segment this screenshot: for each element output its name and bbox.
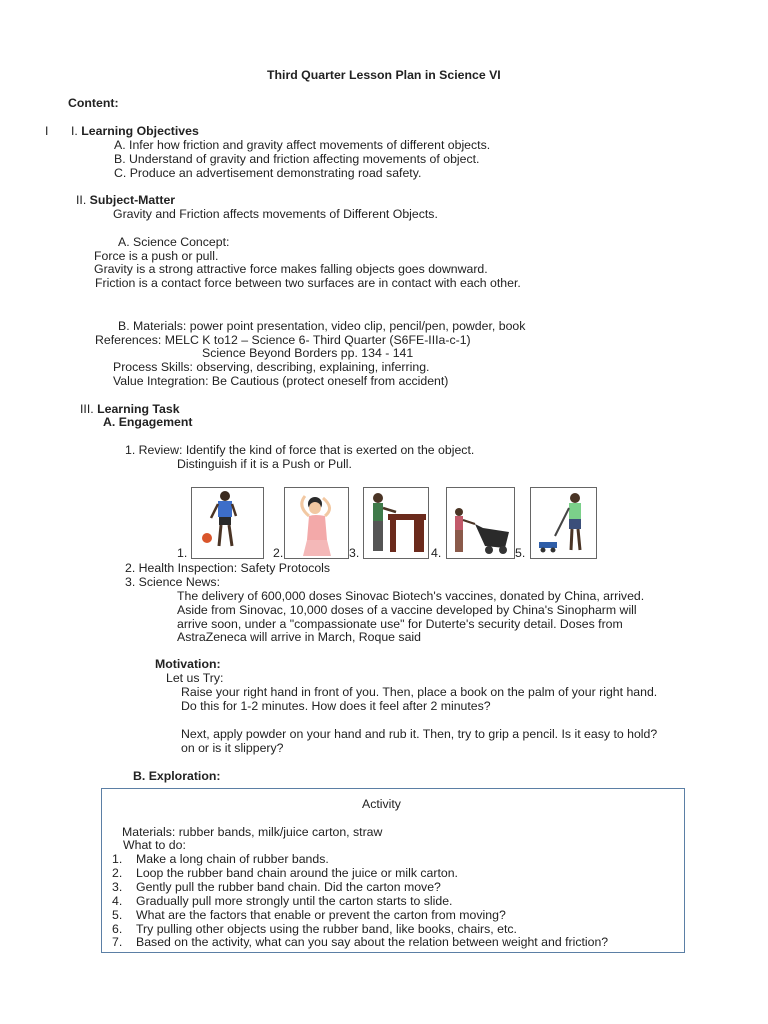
references-line-2: Science Beyond Borders pp. 134 - 141	[202, 346, 414, 360]
news-line-2: Aside from Sinovac, 10,000 doses of a vaccine developed by China's Sinopharm will	[177, 603, 637, 617]
motivation-p2-line-2: on or is it slippery?	[181, 741, 284, 755]
activity-step-1	[112, 852, 329, 866]
picture-boy-with-mower	[530, 487, 597, 559]
motivation-p1-line-2: Do this for 1-2 minutes. How does it feel after 2 minutes?	[181, 699, 491, 713]
step-number: 1.	[112, 852, 123, 866]
activity-step-6	[112, 922, 517, 936]
picture-number-4: 4.	[431, 546, 442, 560]
value-integration: Value Integration: Be Cautious (protect oneself from accident)	[113, 374, 449, 388]
references-line-1: References: MELC K to12 – Science 6- Third Quarter (S6FE-IIIa-c-1)	[95, 333, 471, 347]
picture-basketball-player	[191, 487, 264, 559]
objectives-heading	[71, 124, 199, 138]
news-line-4: AstraZeneca will arrive in March, Roque said	[177, 630, 421, 644]
step-text: Try pulling other objects using the rubber band, like books, chairs, etc.	[136, 922, 517, 936]
step-number: 2.	[112, 866, 123, 880]
step-number: 3.	[112, 880, 123, 894]
activity-step-2	[112, 866, 458, 880]
learning-task-heading	[80, 402, 180, 416]
materials-line: B. Materials: power point presentation, video clip, pencil/pen, powder, book	[118, 319, 526, 333]
motivation-p1-line-1: Raise your right hand in front of you. Then, place a book on the palm of your right hand.	[181, 685, 658, 699]
picture-number-2: 2.	[273, 546, 284, 560]
process-skills: Process Skills: observing, describing, explaining, inferring.	[113, 360, 430, 374]
objective-a: A. Infer how friction and gravity affect movements of different objects.	[114, 138, 491, 152]
picture-hair-tying-girl	[284, 487, 349, 559]
step-number: 6.	[112, 922, 123, 936]
concept-friction: Friction is a contact force between two surfaces are in contact with each other.	[95, 276, 521, 290]
science-news-label: 3. Science News:	[125, 575, 221, 589]
objective-b: B. Understand of gravity and friction affecting movements of object.	[114, 152, 480, 166]
step-text: Gently pull the rubber band chain. Did the carton move?	[136, 880, 441, 894]
subject-numeral: II.	[76, 193, 87, 207]
activity-step-7	[112, 935, 608, 949]
news-line-3: arrive soon, under a "compassionate use" for Duterte's security detail. Doses from	[177, 617, 623, 631]
concept-gravity: Gravity is a strong attractive force makes falling objects goes downward.	[94, 262, 488, 276]
motivation-heading: Motivation:	[155, 657, 221, 671]
subject-topic: Gravity and Friction affects movements of Different Objects.	[113, 207, 438, 221]
learning-task-title: Learning Task	[97, 402, 180, 416]
news-line-1: The delivery of 600,000 doses Sinovac Biotech's vaccines, donated by China, arrived.	[177, 589, 645, 603]
picture-man-at-desk	[363, 487, 429, 559]
step-text: Based on the activity, what can you say about the relation between weight and friction?	[136, 935, 609, 949]
lets-try: Let us Try:	[166, 671, 224, 685]
step-number: 5.	[112, 908, 123, 922]
objectives-numeral: I.	[71, 124, 78, 138]
stray-mark: I	[45, 124, 49, 138]
activity-box	[101, 788, 685, 953]
activity-step-4	[112, 894, 452, 908]
page-title: Third Quarter Lesson Plan in Science VI	[267, 68, 501, 82]
exploration-heading: B. Exploration:	[133, 769, 221, 783]
step-text: Make a long chain of rubber bands.	[136, 852, 329, 866]
picture-number-3: 3.	[349, 546, 360, 560]
picture-number-1: 1.	[177, 546, 188, 560]
subject-title: Subject-Matter	[89, 193, 176, 207]
activity-what-to-do: What to do:	[123, 838, 186, 852]
objective-c: C. Produce an advertisement demonstrating road safety.	[114, 166, 422, 180]
engagement-heading: A. Engagement	[103, 415, 193, 429]
picture-woman-with-cart	[446, 487, 515, 559]
step-text: What are the factors that enable or prevent the carton from moving?	[136, 908, 506, 922]
activity-title: Activity	[362, 797, 401, 811]
step-text: Gradually pull more strongly until the carton starts to slide.	[136, 894, 453, 908]
objectives-title: Learning Objectives	[81, 124, 199, 138]
review-line-1: 1. Review: Identify the kind of force that is exerted on the object.	[125, 443, 475, 457]
science-concept-label: A. Science Concept:	[118, 235, 230, 249]
review-line-2: Distinguish if it is a Push or Pull.	[177, 457, 352, 471]
activity-step-5	[112, 908, 506, 922]
health-inspection: 2. Health Inspection: Safety Protocols	[125, 561, 331, 575]
concept-force: Force is a push or pull.	[94, 249, 219, 263]
picture-number-5: 5.	[515, 546, 526, 560]
motivation-p2-line-1: Next, apply powder on your hand and rub it. Then, try to grip a pencil. Is it easy to hold?	[181, 727, 658, 741]
step-number: 4.	[112, 894, 123, 908]
activity-materials: Materials: rubber bands, milk/juice carton, straw	[122, 825, 383, 839]
activity-step-3	[112, 880, 441, 894]
content-label: Content:	[68, 96, 119, 110]
step-text: Loop the rubber band chain around the juice or milk carton.	[136, 866, 458, 880]
learning-task-numeral: III.	[80, 402, 94, 416]
subject-heading	[76, 193, 175, 207]
step-number: 7.	[112, 935, 123, 949]
